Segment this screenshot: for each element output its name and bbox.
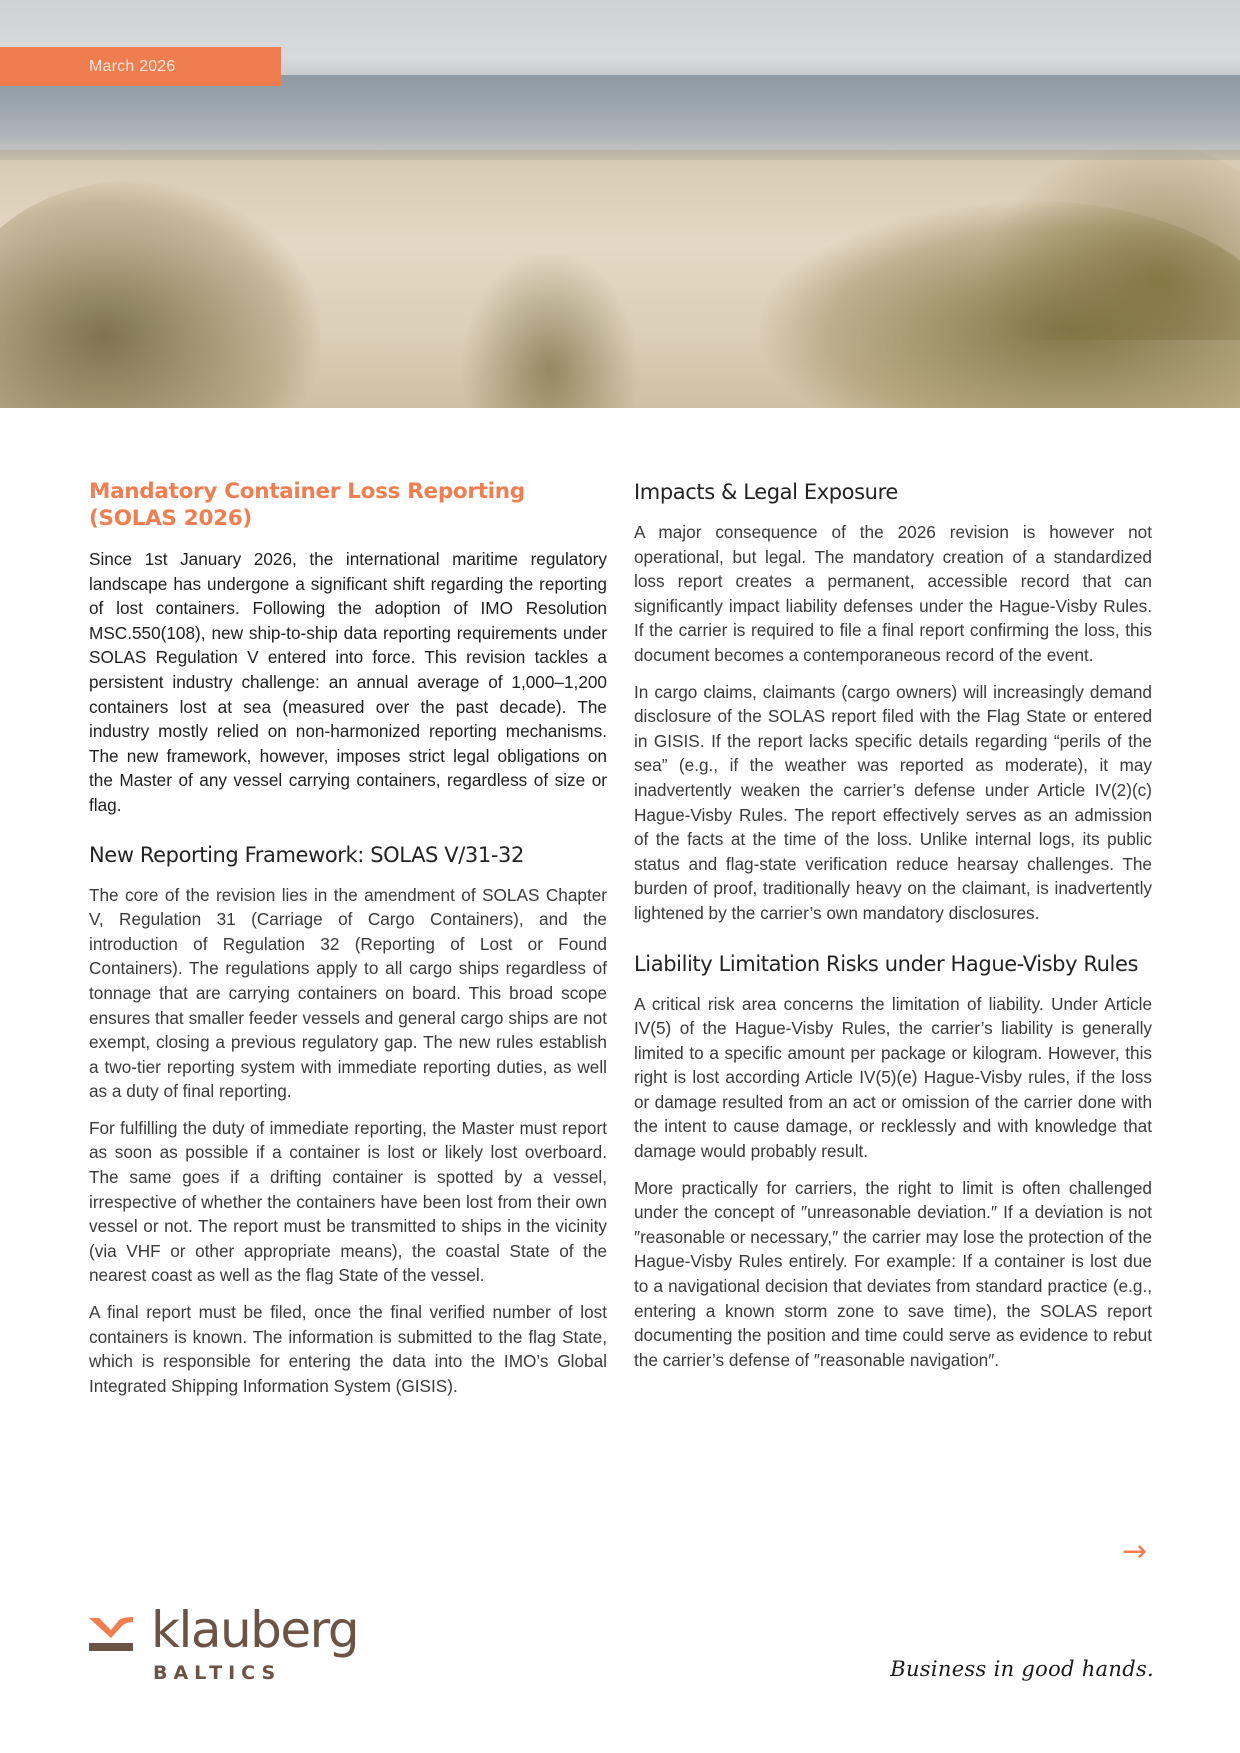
paragraph: The core of the revision lies in the amendment of SOLAS Chapter V, Regulation 31 (Carriage of Cargo Containers), and the introduction of Regulation 32 (Reporting of Lost or Found Containers). The regulations apply to all cargo ships regardless of tonnage that are carrying containers on board. This broad scope ensures that smaller feeder vessels and general cargo ships are not exempt, closing a previous regulatory gap. The new rules establish a two-tier reporting system with immediate reporting duties, as well as a duty of final reporting.: [89, 884, 607, 1102]
intro-paragraph: Since 1st January 2026, the international maritime regulatory landscape has undergone a significant shift regarding the reporting of lost containers. Following the adoption of IMO Resolution MSC.550(108), new ship-to-ship data reporting requirements under SOLAS Regulation V entered into force. This revision tackles a persistent industry challenge: an annual average of 1,000–1,200 containers lost at sea (measured over the past decade). The industry mostly relied on non-harmonized reporting mechanisms. The new framework, however, imposes strict legal obligations on the Master of any vessel carrying containers, regardless of size or flag.: [89, 549, 607, 815]
right-column: [634, 478, 1152, 1372]
paragraph: In cargo claims, claimants (cargo owners) will increasingly demand disclosure of the SOLAS report filed with the Flag State or entered in GISIS. If the report lacks specific details regarding “perils of the sea” (e.g., if the weather was reported as moderate), it may inadvertently weaken the carrier’s defense under Article IV(2)(c) Hague-Visby Rules. The report effectively serves as an admission of the facts at the time of the loss. Unlike internal logs, its public status and flag-state verification reduce hearsay challenges. The burden of proof, traditionally heavy on the claimant, is inadvertently lightened by the carrier’s own mandatory disclosures.: [634, 681, 1152, 923]
title-line-1: Mandatory Container Loss Reporting: [89, 479, 525, 504]
next-page-arrow-icon[interactable]: →: [1122, 1534, 1148, 1569]
logo-wordmark: klauberg: [151, 1601, 359, 1659]
date-badge: [0, 47, 281, 86]
klauberg-logo: [89, 1601, 379, 1686]
logo-subtitle: BALTICS: [153, 1662, 282, 1684]
paragraph: More practically for carriers, the right to limit is often challenged under the concept of ″unreasonable deviation.″ If a deviation is not ″reasonable or necessary,″ the carrier may lose the protection of the Hague-Visby Rules entirely. For example: If a container is lost due to a navigational decision that deviates from standard practice (e.g., entering a known storm zone to save time), the SOLAS report documenting the position and time could serve as evidence to rebut the carrier’s defense of ″reasonable navigation″.: [634, 1177, 1152, 1370]
paragraph: A final report must be filed, once the final verified number of lost containers is known. The information is submitted to the flag State, which is responsible for entering the data into the IMO’s Global Integrated Shipping Information System (GISIS).: [89, 1302, 607, 1396]
date-label: March 2026: [89, 57, 176, 75]
section-heading-framework: New Reporting Framework: SOLAS V/31-32: [89, 842, 524, 867]
section-heading-liability: Liability Limitation Risks under Hague-Visby Rules: [634, 951, 1139, 976]
paragraph: A critical risk area concerns the limitation of liability. Under Article IV(5) of the Hague-Visby Rules, the carrier’s liability is generally limited to a specific amount per package or kilogram. However, this right is lost according Article IV(5)(e) Hague-Visby rules, if the loss or damage resulted from an act or omission of the carrier done with the intent to cause damage, or recklessly and with knowledge that damage would probably result.: [634, 993, 1152, 1162]
paragraph: A major consequence of the 2026 revision is however not operational, but legal. The mandatory creation of a standardized loss report creates a permanent, accessible record that can significantly impact liability defenses under the Hague-Visby Rules. If the carrier is required to file a final report confirming the loss, this document becomes a contemporaneous record of the event.: [634, 522, 1152, 665]
logo-mark-icon: [89, 1616, 133, 1652]
article-title: [89, 478, 607, 532]
title-line-2: (SOLAS 2026): [89, 506, 252, 531]
tagline: Business in good hands.: [890, 1657, 1154, 1681]
hero-sea: [0, 75, 1240, 155]
paragraph: For fulfilling the duty of immediate reporting, the Master must report as soon as possible if a container is lost or likely lost overboard. The same goes if a drifting container is spotted by a vessel, irrespective of whether the containers have been lost from their own vessel or not. The report must be transmitted to ships in the vicinity (via VHF or other appropriate means), the coastal State of the nearest coast as well as the flag State of the vessel.: [89, 1117, 607, 1286]
section-heading-impacts: Impacts & Legal Exposure: [634, 480, 898, 504]
left-column: [89, 478, 607, 1398]
